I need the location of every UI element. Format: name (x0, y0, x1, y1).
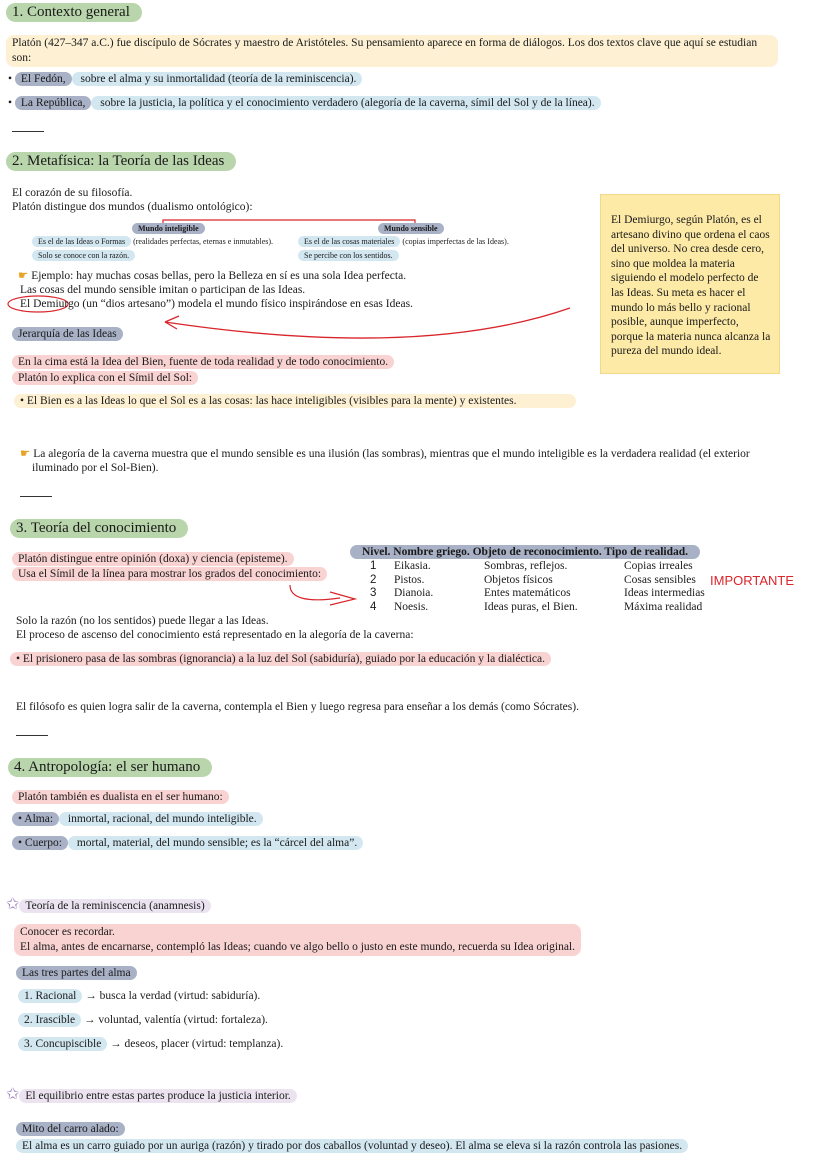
text-line: El proceso de ascenso del conocimiento está representado en la alegoría de la caverna: (16, 629, 414, 641)
grados-table (370, 560, 744, 614)
prisionero: • El prisionero pasa de las sombras (ignorancia) a la luz del Sol (sabiduría), guiado por la educación y la dialéctica. (10, 652, 551, 666)
reminiscencia-label: Teoría de la reminiscencia (anamnesis) (19, 899, 210, 913)
simil-sol: • El Bien es a las Ideas lo que el Sol es a las cosas: las hace inteligibles (visibles para la mente) y existentes. (14, 394, 576, 408)
simil-sol-text: El Bien es a las Ideas lo que el Sol es a las cosas: las hace inteligibles (visibles para la mente) y existentes. (26, 395, 517, 407)
tipo-realidad-cell: Cosas sensibles (624, 573, 696, 586)
text-line: Usa el Símil de la línea para mostrar los grados del conocimiento: (12, 567, 327, 581)
mundo-sensible-label: Mundo sensible (378, 223, 444, 234)
equilibrio-text: El equilibrio entre estas partes produce la justicia interior. (19, 1089, 296, 1103)
bullet-fedon: • El Fedón, sobre el alma y su inmortalidad (teoría de la reminiscencia). (8, 73, 362, 85)
objeto-cell: Objetos físicos (484, 573, 553, 586)
nivel-cell: 1 (370, 560, 377, 572)
text-line: Conocer es recordar. (20, 926, 115, 938)
republica-text: sobre la justicia, la política y el conocimiento verdadero (alegoría de la caverna, símil del Sol y de la línea). (91, 96, 600, 110)
table-row (370, 587, 744, 601)
part-name: 2. Irascible (18, 1013, 81, 1027)
divider (16, 735, 48, 736)
inteligible-desc-b: (realidades perfectas, eternas e inmutables). (131, 237, 274, 246)
alma-part-item (18, 990, 260, 1002)
part-desc: → deseos, placer (virtud: templanza). (110, 1038, 284, 1050)
text-line: El corazón de su filosofía. (12, 187, 133, 199)
sensible-desc-b: (copias imperfectas de las Ideas). (400, 237, 509, 246)
text-line: En la cima está la Idea del Bien, fuente de toda realidad y de todo conocimiento. (12, 355, 394, 369)
republica-label: La República, (15, 96, 92, 110)
star-doodle-icon: ✩ (6, 1086, 20, 1103)
section-2-title: 2. Metafísica: la Teoría de las Ideas (6, 152, 236, 171)
nivel-cell: 3 (370, 587, 377, 599)
tipo-realidad-cell: Ideas intermedias (624, 587, 705, 599)
alma-text: inmortal, racional, del mundo inteligible. (59, 812, 263, 826)
star-doodle-icon: ✩ (6, 896, 20, 913)
caverna-text-2: iluminado por el Sol-Bien). (32, 462, 159, 474)
alma-part-item (18, 1014, 268, 1026)
section-3-title: 3. Teoría del conocimiento (10, 519, 188, 538)
fedon-label: El Fedón, (15, 72, 72, 86)
alma-label: Alma: (24, 813, 54, 825)
bullet-republica: • La República, sobre la justicia, la política y el conocimiento verdadero (alegoría de la caverna, símil del Sol y de la línea). (8, 97, 601, 109)
conocer-block (14, 924, 581, 956)
ejemplo-text: Ejemplo: hay muchas cosas bellas, pero la Belleza en sí es una sola Idea perfecta. (31, 270, 407, 282)
nombre-griego-cell: Noesis. (394, 600, 429, 613)
nivel-cell: 2 (370, 573, 377, 586)
sensible-desc-a: Es el de las cosas materiales (298, 236, 400, 247)
demiurgo-sticky-note: El Demiurgo, según Platón, es el artesano divino que ordena el caos del universo. No crea desde cero, sino que moldea la materia siguiendo el modelo perfecto de las Ideas. Su meta es hacer el mundo lo más bello y racional posible, aunque imperfecto, porque la materia nunca alcanza la pureza del mundo ideal. (600, 194, 780, 374)
intro-line-1: Platón (427–347 a.C.) fue discípulo de Sócrates y maestro de Aristóteles. Su pensamiento aparece en forma de diálogos. Los dos textos clave que aquí se (12, 37, 716, 49)
prisionero-text: El prisionero pasa de las sombras (ignorancia) a la luz del Sol (sabiduría), guiado por la educación y la dialéctica. (22, 653, 546, 665)
objeto-cell: Ideas puras, el Bien. (484, 600, 578, 613)
part-desc: → busca la verdad (virtud: sabiduría). (85, 990, 261, 1002)
equilibrio (6, 1084, 297, 1104)
section-4-title: 4. Antropología: el ser humano (8, 758, 212, 777)
inteligible-desc-a: Es el de las Ideas o Formas (32, 236, 131, 247)
table-row (370, 560, 744, 574)
nombre-griego-cell: Pistos. (394, 573, 425, 586)
text-line: El Demiurgo (un “dios artesano”) modela el mundo físico inspirándose en esas Ideas. (20, 298, 413, 310)
mundo-inteligible-label: Mundo inteligible (132, 223, 205, 234)
tipo-realidad-cell: Máxima realidad (624, 600, 703, 613)
text-line: Platón distingue dos mundos (dualismo ontológico): (12, 201, 253, 213)
cuerpo-label: Cuerpo: (24, 837, 62, 849)
intro-line-2: estudian son: (12, 37, 758, 64)
text-line: Platón distingue entre opinión (doxa) y ciencia (episteme). (12, 552, 294, 566)
importante-annotation: IMPORTANTE (710, 573, 795, 588)
objeto-cell: Entes matemáticos (484, 587, 571, 599)
text-line: Solo la razón (no los sentidos) puede llegar a las Ideas. (16, 615, 269, 627)
bullet-cuerpo: • Cuerpo: mortal, material, del mundo sensible; es la “cárcel del alma”. (12, 837, 363, 849)
nombre-griego-cell: Eikasia. (394, 560, 431, 572)
inteligible-desc-2: Solo se conoce con la razón. (32, 250, 135, 261)
cuerpo-text: mortal, material, del mundo sensible; es la “cárcel del alma”. (68, 836, 363, 850)
mito-text: El alma es un carro guiado por un auriga (razón) y tirado por dos caballos (voluntad y deseo). El alma se eleva si la razón controla las pasiones. (16, 1139, 688, 1153)
pointing-hand-icon: ☛ (20, 448, 31, 460)
part-name: 3. Concupiscible (18, 1037, 107, 1051)
section-1-title: 1. Contexto general (6, 3, 142, 22)
text-line: El alma, antes de encarnarse, contempló las Ideas; cuando ve algo bello o justo en este mundo, recuerda su Idea original. (20, 941, 575, 953)
tipo-realidad-cell: Copias irreales (624, 560, 693, 572)
text-line: Platón lo explica con el Símil del Sol: (12, 371, 198, 385)
table-header: Nivel. Nombre griego. Objeto de reconocimiento. Tipo de realidad. (350, 545, 700, 559)
table-row (370, 574, 744, 588)
objeto-cell: Sombras, reflejos. (484, 560, 568, 572)
caverna-text-1: La alegoría de la caverna muestra que el mundo sensible es una ilusión (las sombras), mientras que el mundo inteligible es la verdadera realidad (el exterior (33, 448, 750, 460)
tres-partes-label: Las tres partes del alma (16, 966, 137, 980)
jerarquia-label: Jerarquía de las Ideas (12, 327, 123, 341)
nivel-cell: 4 (370, 600, 377, 613)
sensible-desc-2: Se percibe con los sentidos. (298, 250, 399, 261)
part-name: 1. Racional (18, 989, 82, 1003)
table-row (370, 601, 744, 615)
nombre-griego-cell: Dianoia. (394, 587, 434, 599)
text-line: Las cosas del mundo sensible imitan o participan de las Ideas. (20, 284, 306, 296)
alma-part-item (18, 1038, 283, 1050)
text-line: Platón también es dualista en el ser humano: (12, 790, 229, 804)
pointing-hand-icon: ☛ (18, 270, 29, 282)
text-line: El filósofo es quien logra salir de la caverna, contempla el Bien y luego regresa para enseñar a los demás (como Sócrates). (16, 701, 579, 713)
part-desc: → voluntad, valentía (virtud: fortaleza). (83, 1014, 268, 1026)
reminiscencia (6, 894, 211, 914)
fedon-text: sobre el alma y su inmortalidad (teoría de la reminiscencia). (72, 72, 363, 86)
bullet-alma: • Alma: inmortal, racional, del mundo inteligible. (12, 813, 263, 825)
mito-label: Mito del carro alado: (16, 1122, 125, 1136)
